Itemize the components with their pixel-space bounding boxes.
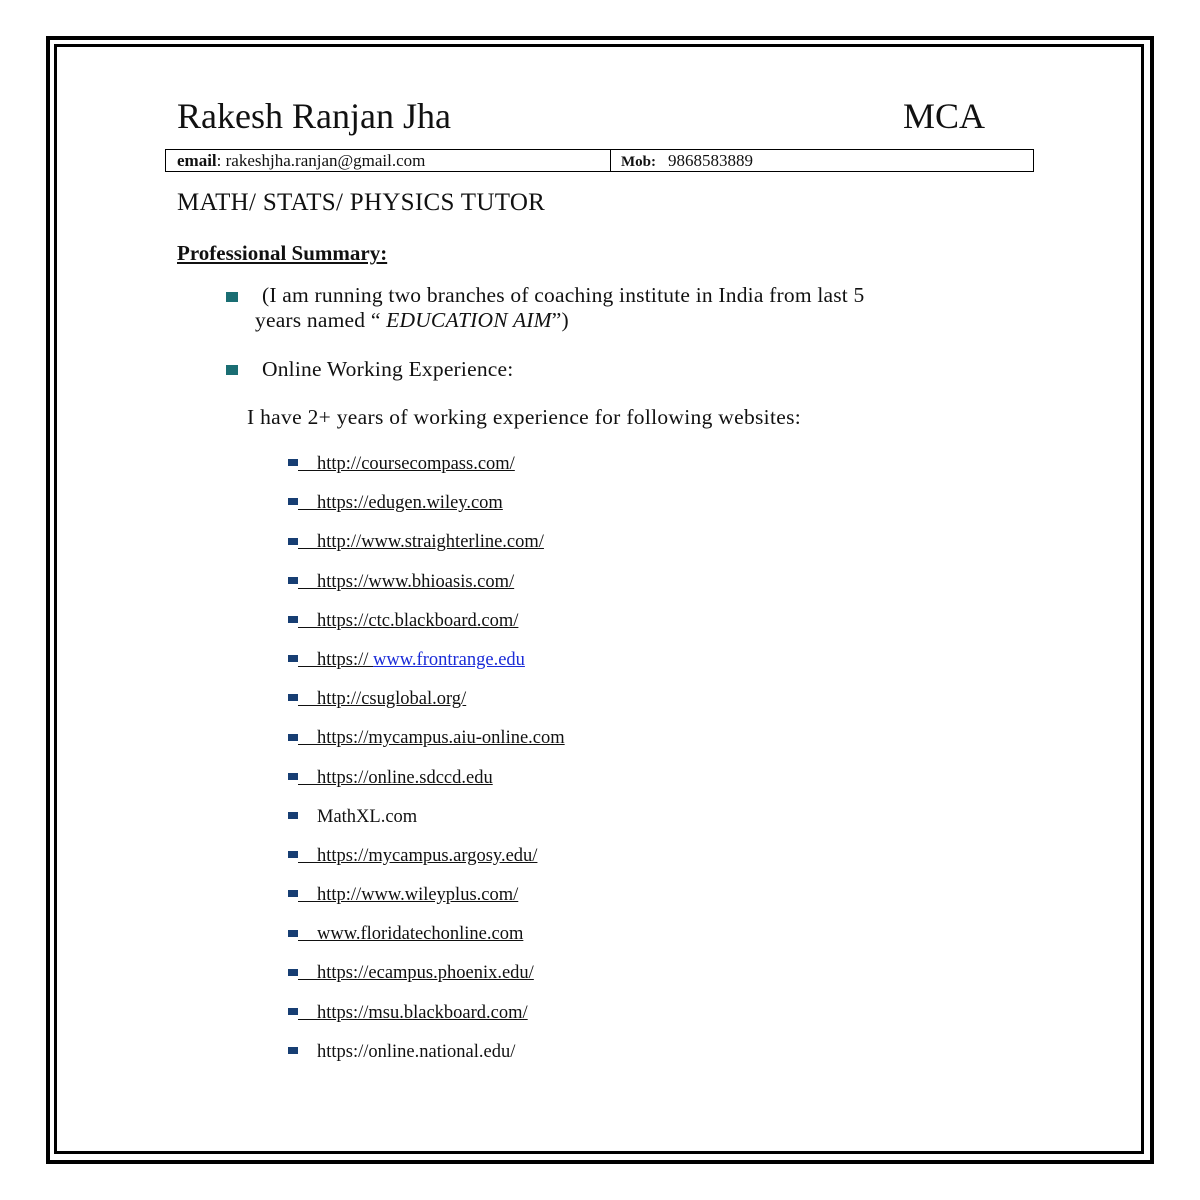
bullet-square-icon xyxy=(288,773,298,780)
link-underline-gap xyxy=(298,647,317,667)
bullet-square-icon xyxy=(288,498,298,505)
website-link[interactable]: http://coursecompass.com/ xyxy=(317,454,515,474)
summary-bullet-2 xyxy=(226,365,238,375)
email-separator: : xyxy=(216,151,226,170)
bullet-square-icon xyxy=(288,616,298,623)
website-link[interactable]: www.floridatechonline.com xyxy=(317,924,524,945)
summary-item-1-line2-pre: years named “ xyxy=(255,307,387,332)
candidate-degree: MCA xyxy=(903,96,986,136)
contact-mobile xyxy=(611,150,753,171)
summary-item-1-line1: (I am running two branches of coaching institute in India from last 5 xyxy=(262,283,865,307)
website-link[interactable]: http://www.wileyplus.com/ xyxy=(317,885,519,906)
contact-email xyxy=(166,150,611,171)
link-underline-gap xyxy=(298,451,317,471)
bullet-square-icon xyxy=(288,577,298,584)
bullet-square-icon xyxy=(288,459,298,466)
website-link[interactable]: https://edugen.wiley.com xyxy=(317,493,503,514)
bullet-square-icon xyxy=(288,969,298,976)
candidate-name: Rakesh Ranjan Jha xyxy=(177,96,451,136)
website-link[interactable]: https://mycampus.argosy.edu/ xyxy=(317,845,538,866)
website-item xyxy=(288,490,565,529)
websites-list xyxy=(288,451,565,1078)
website-link: MathXL.com xyxy=(317,806,418,827)
bullet-square-icon xyxy=(288,734,298,741)
mobile-label: Mob: xyxy=(621,154,656,170)
bullet-square-icon xyxy=(288,851,298,858)
email-value[interactable]: rakeshjha.ranjan@gmail.com xyxy=(225,151,426,170)
website-item xyxy=(288,1000,565,1039)
website-item xyxy=(288,686,565,725)
contact-box xyxy=(165,149,1034,172)
bullet-square-icon xyxy=(288,930,298,937)
website-link[interactable]: https://www.bhioasis.com/ xyxy=(317,571,515,592)
link-underline-gap xyxy=(298,765,317,785)
link-underline-gap xyxy=(298,569,317,589)
website-link[interactable]: https://online.sdccd.edu xyxy=(317,767,493,788)
bullet-square-icon xyxy=(288,655,298,662)
website-link-blue[interactable]: www.frontrange.edu xyxy=(373,649,525,670)
link-underline-gap xyxy=(298,490,317,510)
website-item xyxy=(288,804,565,843)
website-link[interactable]: https:// xyxy=(317,649,374,670)
website-item xyxy=(288,882,565,921)
summary-heading: Professional Summary: xyxy=(177,241,388,265)
bullet-square-icon xyxy=(288,538,298,545)
bullet-square-icon xyxy=(288,890,298,897)
website-link: https://online.national.edu/ xyxy=(317,1041,516,1062)
website-item xyxy=(288,529,565,568)
website-link[interactable]: https://ctc.blackboard.com/ xyxy=(317,610,519,631)
link-underline-gap xyxy=(298,529,317,549)
bullet-square-icon xyxy=(288,1047,298,1054)
website-item xyxy=(288,725,565,764)
bullet-square-icon xyxy=(288,812,298,819)
website-item xyxy=(288,765,565,804)
link-underline-gap xyxy=(298,608,317,628)
website-link[interactable]: https://ecampus.phoenix.edu/ xyxy=(317,963,534,984)
website-item xyxy=(288,647,565,686)
link-underline-gap xyxy=(298,686,317,706)
website-link[interactable]: http://csuglobal.org/ xyxy=(317,689,467,710)
link-underline-gap xyxy=(298,882,317,902)
website-item xyxy=(288,608,565,647)
link-underline-gap xyxy=(298,960,317,980)
website-item xyxy=(288,843,565,882)
summary-item-1 xyxy=(255,283,1035,332)
summary-item-1-line2-post: ”) xyxy=(551,307,569,332)
website-item xyxy=(288,569,565,608)
website-link[interactable]: https://msu.blackboard.com/ xyxy=(317,1002,528,1023)
summary-item-2: Online Working Experience: xyxy=(262,357,514,381)
summary-bullet-1 xyxy=(226,292,238,302)
bullet-square-icon xyxy=(288,694,298,701)
website-item xyxy=(288,1039,565,1078)
websites-intro: I have 2+ years of working experience for following websites: xyxy=(247,405,802,429)
bullet-square-icon xyxy=(288,1008,298,1015)
link-underline-gap xyxy=(298,921,317,941)
summary-item-1-emphasis: EDUCATION AIM xyxy=(386,307,552,332)
website-item xyxy=(288,921,565,960)
website-link[interactable]: https://mycampus.aiu-online.com xyxy=(317,728,565,749)
link-underline-gap xyxy=(298,1000,317,1020)
website-link[interactable]: http://www.straighterline.com/ xyxy=(317,532,544,553)
mobile-value: 9868583889 xyxy=(668,151,753,170)
subject-title: MATH/ STATS/ PHYSICS TUTOR xyxy=(177,189,546,216)
link-underline-gap xyxy=(298,725,317,745)
email-label: email xyxy=(177,151,217,170)
website-item xyxy=(288,960,565,999)
link-underline-gap xyxy=(298,843,317,863)
website-item xyxy=(288,451,565,490)
